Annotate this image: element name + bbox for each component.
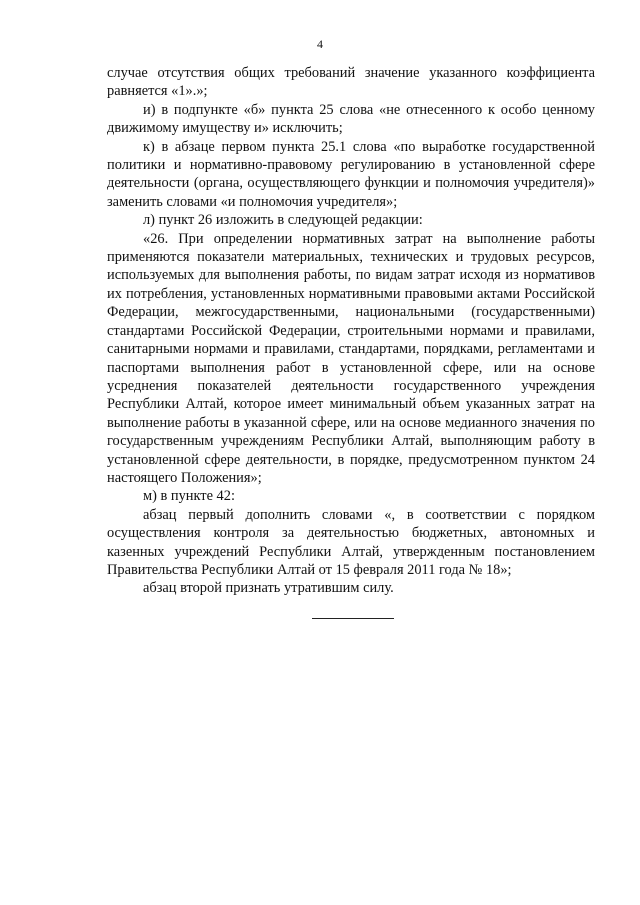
paragraph-first-abzac: абзац первый дополнить словами «, в соответствии с порядком осуществления контроля за деятельностью бюджетных, автономных и казенных учреждений Республики Алтай, утвержденным постановлением Правительства Республики Алтай от 15 февраля 2011 года № 18»; xyxy=(107,506,595,578)
paragraph-item-i: и) в подпункте «б» пункта 25 слова «не отнесенного к особо ценному движимому имуществу и» исключить; xyxy=(107,101,595,137)
paragraph-item-m: м) в пункте 42: xyxy=(143,488,235,505)
paragraph-item-l: л) пункт 26 изложить в следующей редакции: xyxy=(143,212,423,229)
end-separator-line xyxy=(312,618,394,619)
document-body xyxy=(107,64,595,598)
page-number: 4 xyxy=(317,37,323,51)
paragraph-1-continuation: случае отсутствия общих требований значение указанного коэффициента равняется «1».»; xyxy=(107,65,595,100)
paragraph-second-abzac: абзац второй признать утратившим силу. xyxy=(143,580,394,597)
paragraph-item-k: к) в абзаце первом пункта 25.1 слова «по выработке государственной политики и нормативно-правовому регулированию в установленной сфере деятельности (органа, осуществляющего функции и полномочия учредителя)» заменить словами «и полномочия учредителя»; xyxy=(107,138,595,210)
paragraph-clause-26: «26. При определении нормативных затрат на выполнение работы применяются показатели материальных, технических и трудовых ресурсов, используемых для выполнения работы, по видам затрат исходя из нормативов их потребления, установленных нормативными правовыми актами Российской Федерации, межгосударственными, национальными (государственными) стандартами Российской Федерации, строительными нормами и правилами, санитарными нормами и правилами, стандартами, порядками, регламентами и паспортами выполнения работ в установленной сфере, или на основе усреднения показателей деятельности государственного учреждения Республики Алтай, которое имеет минимальный объем указанных затрат на выполнение работы в указанной сфере, или на основе медианного значения по государственным учреждениям Республики Алтай, выполняющим работу в установленной сфере деятельности, в порядке, предусмотренном пунктом 24 настоящего Положения»; xyxy=(107,230,595,486)
